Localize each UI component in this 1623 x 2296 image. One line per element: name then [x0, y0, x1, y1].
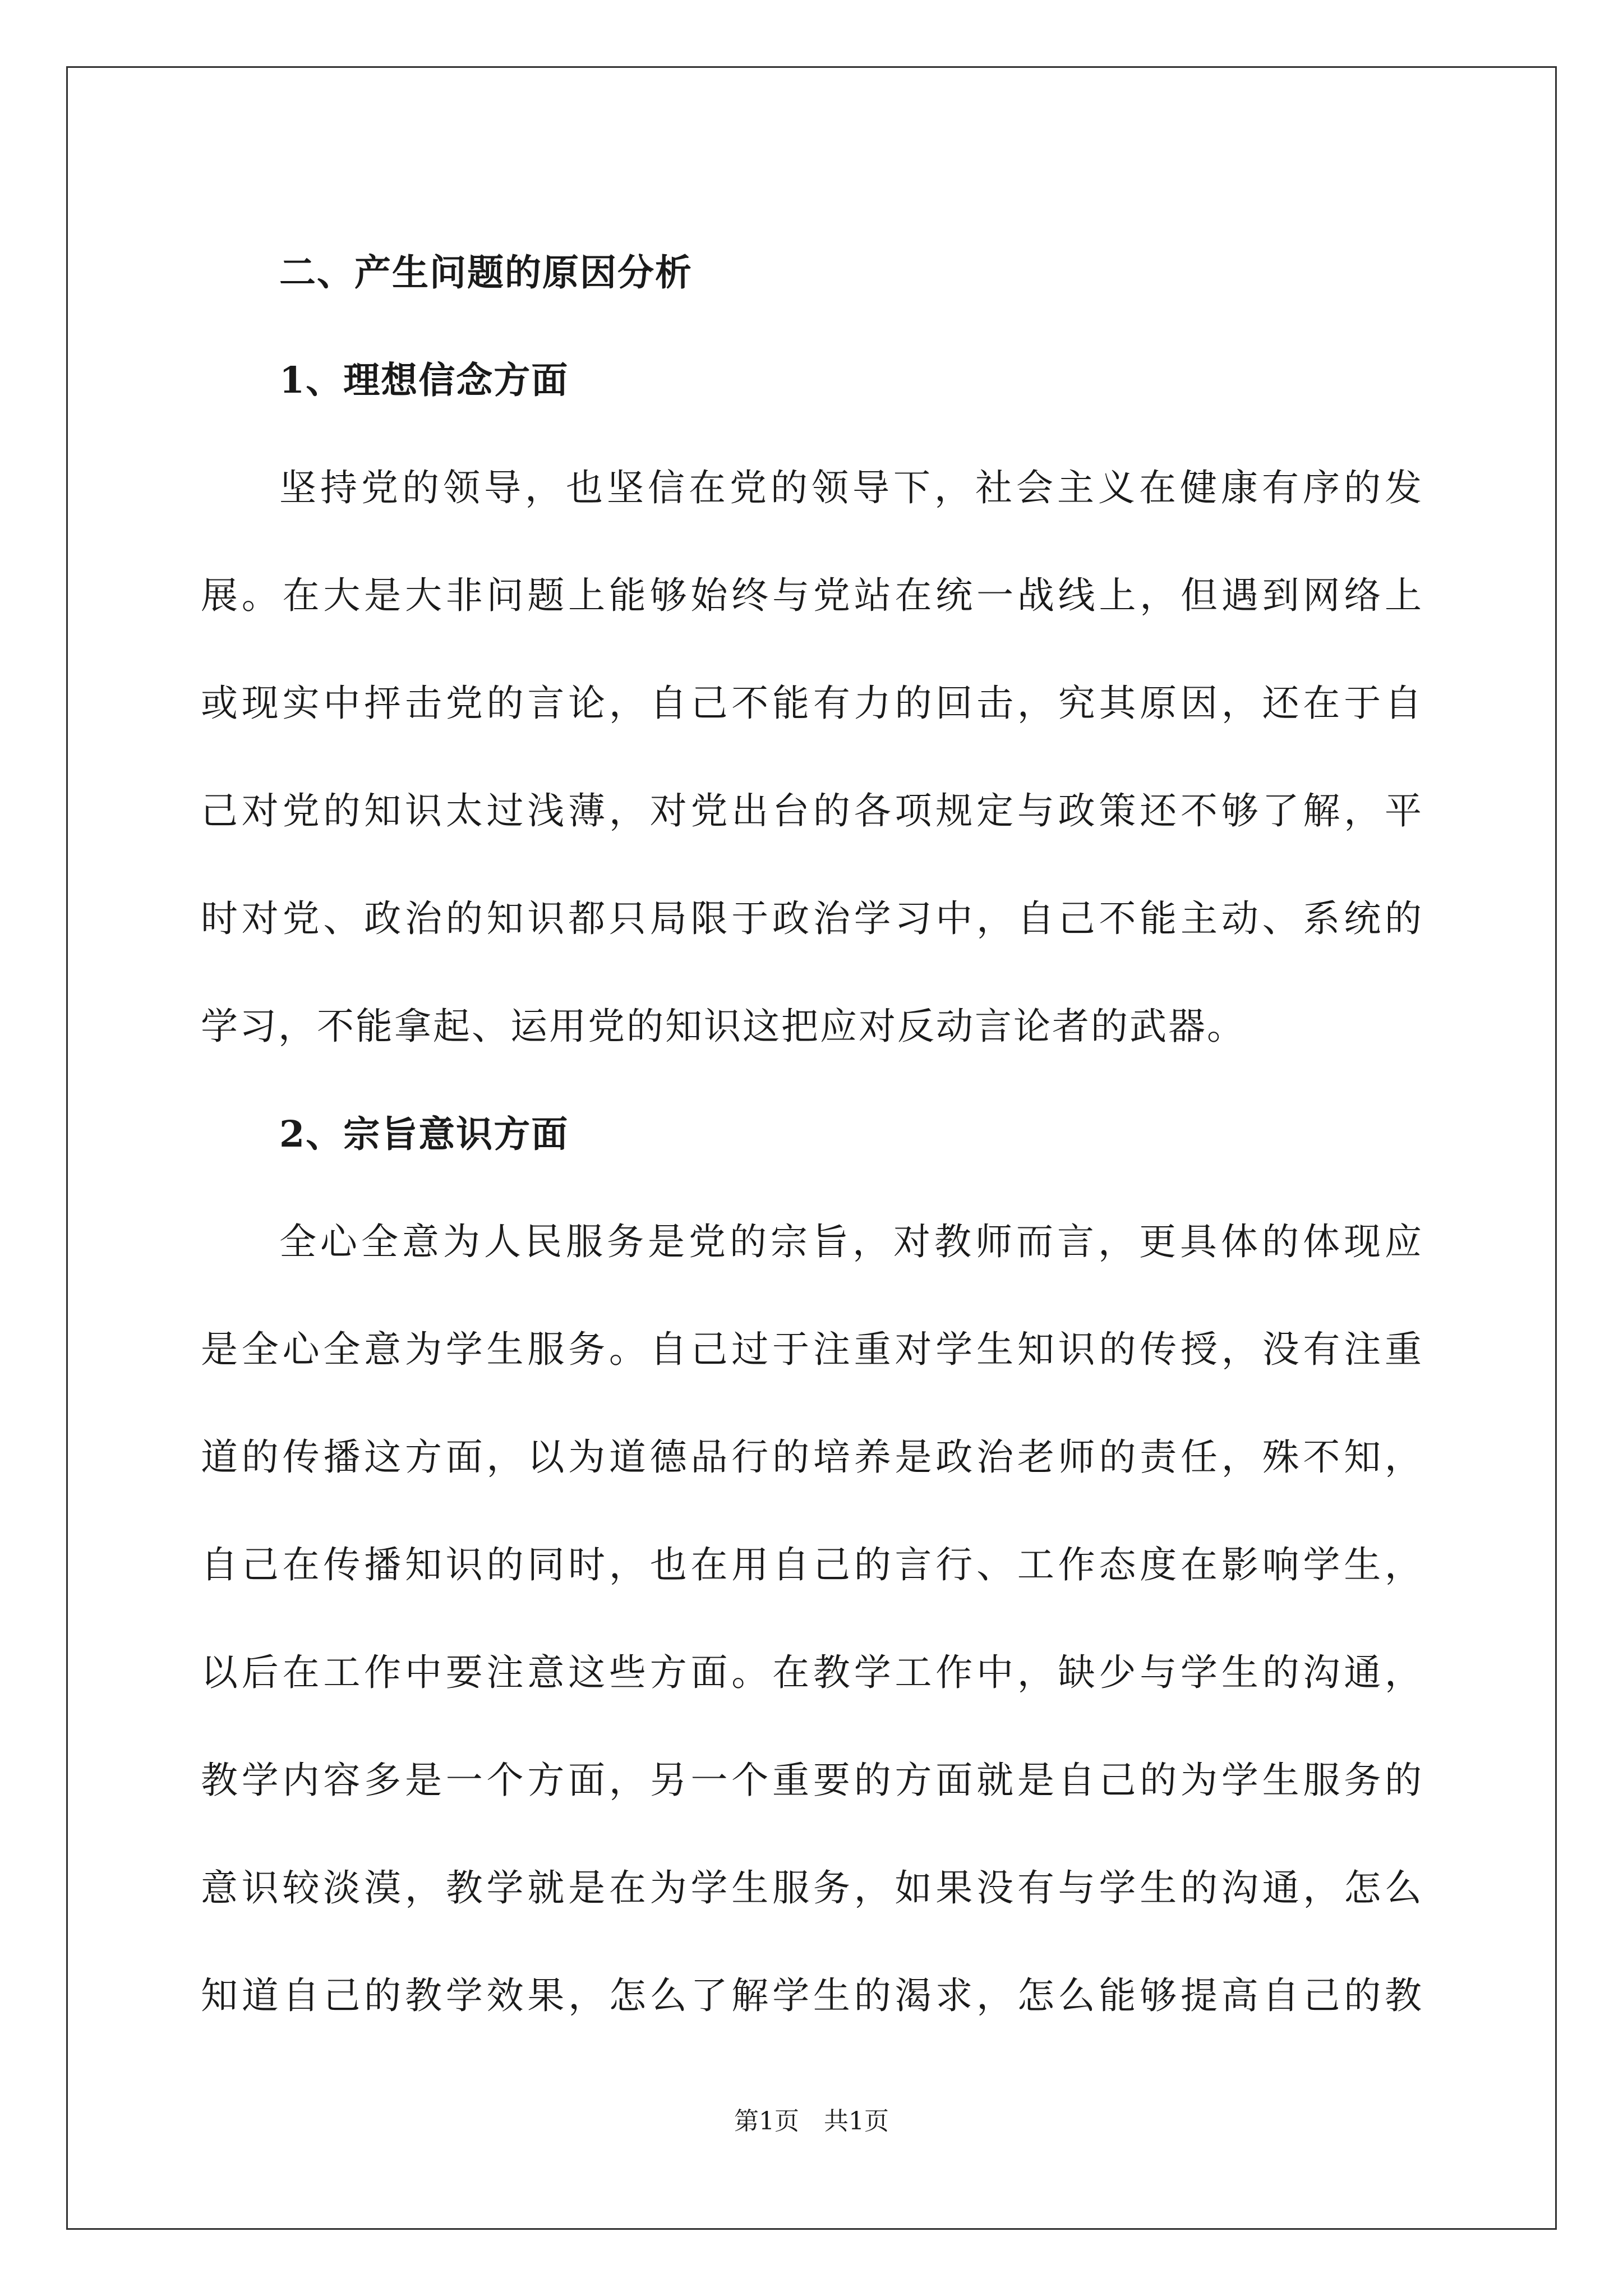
paragraph-line: 展。在大是大非问题上能够始终与党站在统一战线上，但遇到网络上: [201, 574, 1423, 617]
paragraph-line: 全心全意为人民服务是党的宗旨，对教师而言，更具体的体现应: [279, 1220, 1423, 1263]
paragraph-line: 知道自己的教学效果，怎么了解学生的渴求，怎么能够提高自己的教: [201, 1974, 1423, 2017]
main-heading: 二、产生问题的原因分析: [279, 251, 693, 294]
paragraph-line: 是全心全意为学生服务。自己过于注重对学生知识的传授，没有注重: [201, 1328, 1423, 1371]
paragraph-line: 意识较淡漠，教学就是在为学生服务，如果没有与学生的沟通，怎么: [201, 1866, 1423, 1910]
paragraph-line: 坚持党的领导，也坚信在党的领导下，社会主义在健康有序的发: [279, 466, 1423, 509]
paragraph-line: 以后在工作中要注意这些方面。在教学工作中，缺少与学生的沟通，: [201, 1651, 1423, 1694]
paragraph-line: 己对党的知识太过浅薄，对党出台的各项规定与政策还不够了解，平: [201, 789, 1423, 832]
section-1-title: 1、理想信念方面: [279, 359, 569, 402]
paragraph-line: 时对党、政治的知识都只局限于政治学习中，自己不能主动、系统的: [201, 897, 1423, 940]
document-body: [201, 219, 1423, 2050]
paragraph-line: 自己在传播知识的同时，也在用自己的言行、工作态度在影响学生，: [201, 1543, 1423, 1586]
section-1-paragraph: [201, 434, 1423, 1080]
paragraph-line: 道的传播这方面，以为道德品行的培养是政治老师的责任，殊不知，: [201, 1435, 1423, 1479]
section-2-paragraph: [201, 1188, 1423, 2050]
paragraph-line: 教学内容多是一个方面，另一个重要的方面就是自己的为学生服务的: [201, 1759, 1423, 1802]
section-2-title: 2、宗旨意识方面: [279, 1113, 569, 1156]
paragraph-line: 或现实中抨击党的言论，自己不能有力的回击，究其原因，还在于自: [201, 682, 1423, 725]
page-footer: 第1页 共1页: [734, 2107, 889, 2136]
paragraph-line: 学习，不能拿起、运用党的知识这把应对反动言论者的武器。: [201, 1005, 1246, 1048]
